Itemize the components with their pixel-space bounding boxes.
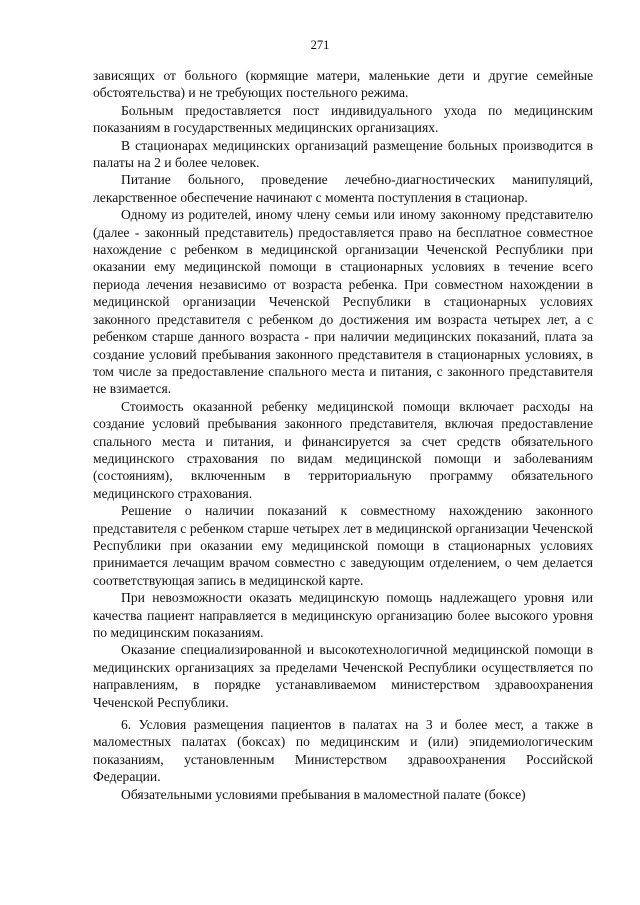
paragraph-ward-placement: В стационарах медицинских организаций размещение больных производится в палаты на 2 и более человек. xyxy=(93,137,593,171)
paragraph-specialized-care-outside: Оказание специализированной и высокотехнологичной медицинской помощи в медицинских организациях за пределами Чеченской Республики осуществляется по направлениям, в порядке устанавливаемом министерством здравоохранения Чеченской Республики. xyxy=(93,642,593,710)
paragraph-decision-indications: Решение о наличии показаний к совместному нахождению законного представителя с ребенком старше четырех лет в медицинской организации Чеченской Республики при оказании ему медицинской помощи в стационарных условиях принимается лечащим врачом совместно с заведующим отделением, о чем делается соответствующая запись в медицинской карте. xyxy=(93,503,593,588)
page-number: 271 xyxy=(310,38,330,52)
paragraph-section-6-heading: 6. Условия размещения пациентов в палатах на 3 и более мест, а также в маломестных палатах (боксах) по медицинским и (или) эпидемиологическим показаниям, установленным Министерством здравоохранения Российской Федерации. xyxy=(93,717,593,785)
paragraph-parent-cohabitation: Одному из родителей, иному члену семьи или иному законному представителю (далее - законный представитель) предоставляется право на бесплатное совместное нахождение с ребенком в медицинской организации Чеченской Республики при оказании ему медицинской помощи в стационарных условиях в течение всего периода лечения независимо от возраста ребенка. При совместном нахождении в медицинской организации Чеченской Республики в стационарных условиях законного представителя с ребенком до достижения им возраста четырех лет, а с ребенком старше данного возраста - при наличии медицинских показаний, плата за создание условий пребывания законного представителя в стационарных условиях, в том числе за предоставление спального места и питания, с законного представителя не взимается. xyxy=(93,207,593,397)
paragraph-individual-care-post: Больным предоставляется пост индивидуального ухода по медицинским показаниям в государственных медицинских организациях. xyxy=(93,102,593,136)
paragraph-mandatory-conditions: Обязательными условиями пребывания в маломестной палате (боксе) xyxy=(121,786,526,802)
paragraph-referral-higher-level: При невозможности оказать медицинскую помощь надлежащего уровня или качества пациент направляется в медицинскую организацию более высокого уровня по медицинским показаниям. xyxy=(93,590,593,640)
document-body xyxy=(93,67,593,803)
paragraph-continuation: зависящих от больного (кормящие матери, маленькие дети и другие семейные обстоятельства) и не требующих постельного режима. xyxy=(93,68,593,101)
paragraph-cost-of-care: Стоимость оказанной ребенку медицинской помощи включает расходы на создание условий пребывания законного представителя, включая предоставление спального места и питания, и финансируется за счет средств обязательного медицинского страхования по видам медицинской помощи и заболеваниям (состояниям), включенным в территориальную программу обязательного медицинского страхования. xyxy=(93,398,593,501)
paragraph-nutrition-start: Питание больного, проведение лечебно-диагностических манипуляций, лекарственное обеспечение начинают с момента поступления в стационар. xyxy=(93,172,593,205)
